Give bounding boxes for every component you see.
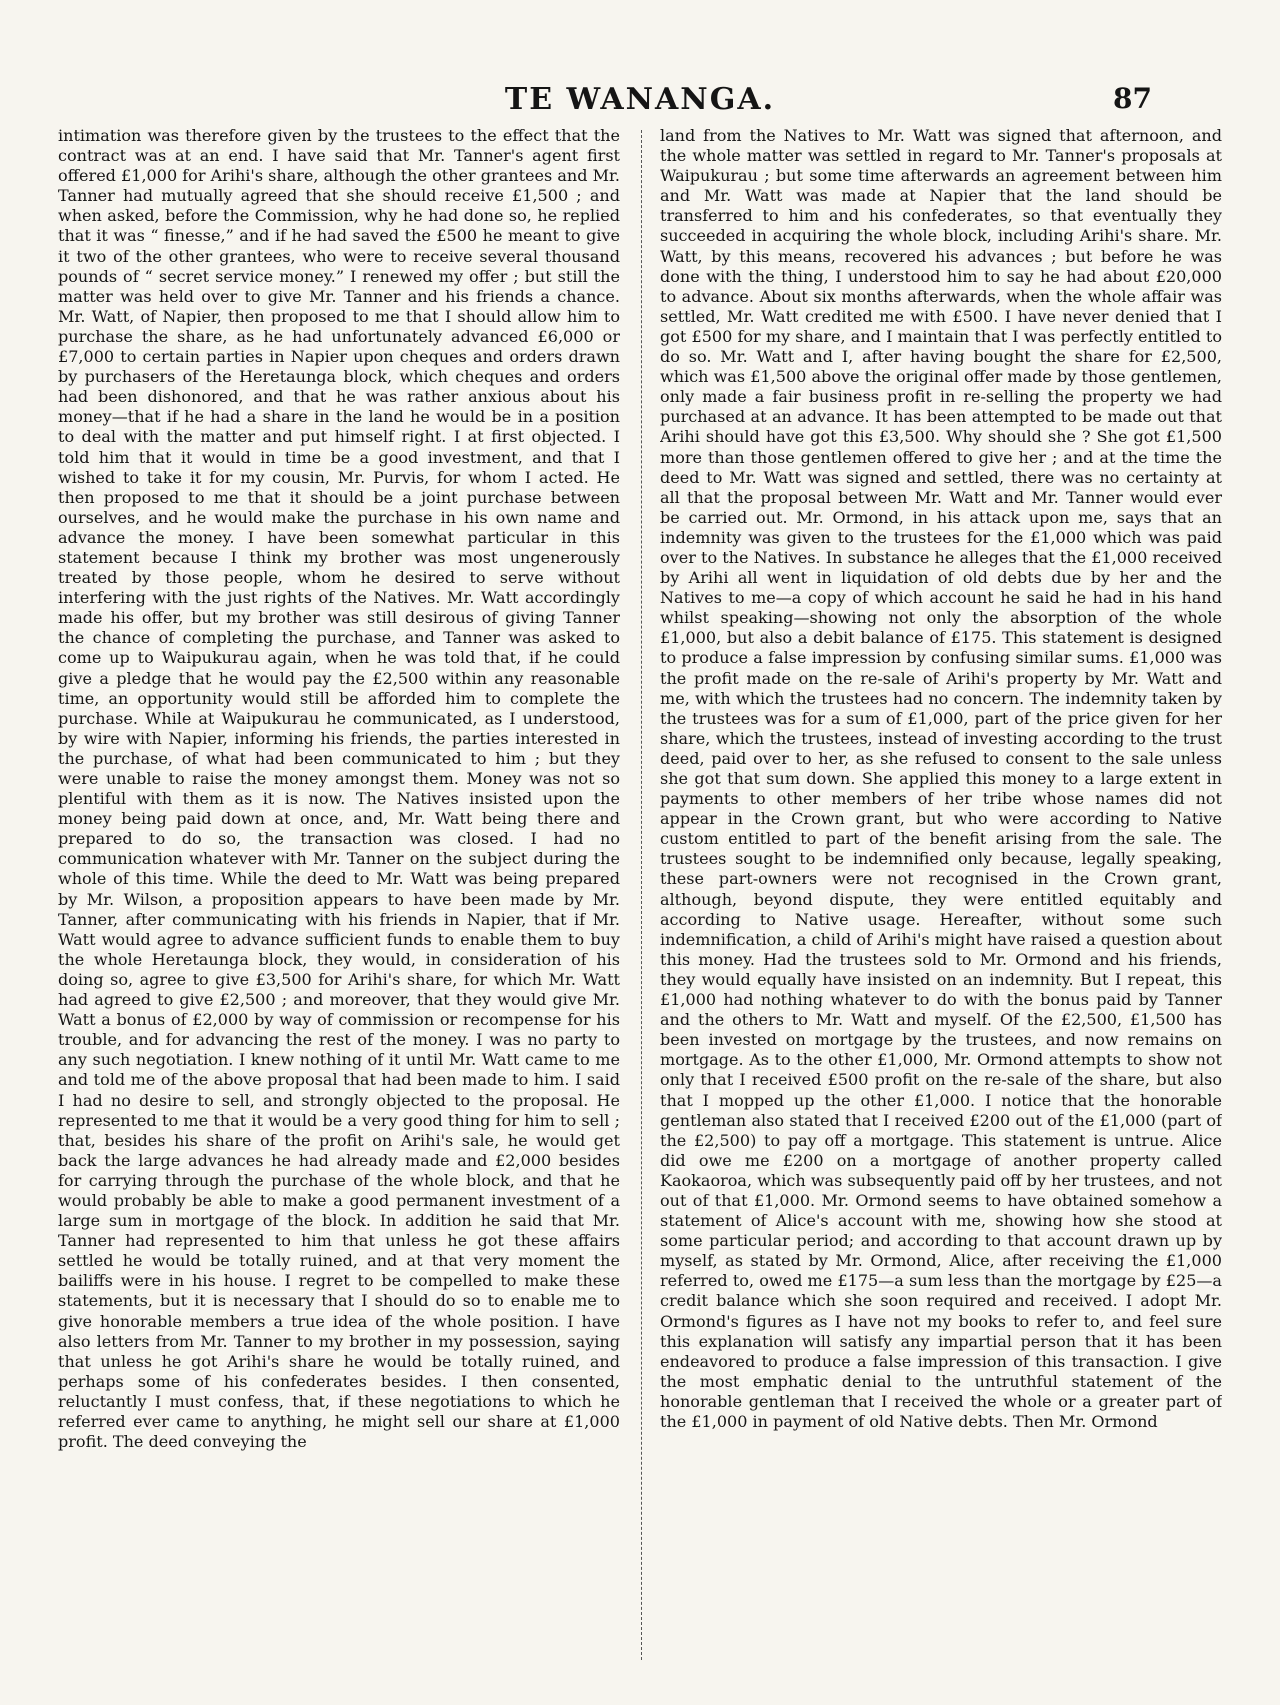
left-column [58,126,620,1682]
page-number: 87 [1113,82,1152,115]
right-column-text: land from the Natives to Mr. Watt was signed that afternoon, and the whole matter was settled in regard to Mr. Tanner's proposals at Waipukurau ; but some time afterwards an agreement between him and Mr. Watt was made at Napier that the land should be transferred to him and his confederates, so that eventually they succeeded in acquiring the whole block, including Arihi's share. Mr. Watt, by this means, recovered his advances ; but before he was done with the thing, I understood him to say he had about £20,000 to advance. About six months afterwards, when the whole affair was settled, Mr. Watt credited me with £500. I have never denied that I got £500 for my share, and I maintain that I was perfectly entitled to do so. Mr. Watt and I, after having bought the share for £2,500, which was £1,500 above the original offer made by those gentlemen, only made a fair business profit in re-selling the property we had purchased at an advance. It has been attempted to be made out that Arihi should have got this £3,500. Why should she ? She got £1,500 more than those gentlemen offered to give her ; and at the time the deed to Mr. Watt was signed and settled, there was no certainty at all that the proposal between Mr. Watt and Mr. Tanner would ever be carried out. Mr. Ormond, in his attack upon me, says that an indemnity was given to the trustees for the £1,000 which was paid over to the Natives. In substance he alleges that the £1,000 received by Arihi all went in liquidation of old debts due by her and the Natives to me—a copy of which account he said he had in his hand whilst speaking—showing not only the absorption of the whole £1,000, but also a debit balance of £175. This statement is designed to produce a false impression by confusing similar sums. £1,000 was the profit made on the re-sale of Arihi's property by Mr. Watt and me, with which the trustees had no concern. The indemnity taken by the trustees was for a sum of £1,000, part of the price given for her share, which the trustees, instead of investing according to the trust deed, paid over to her, as she refused to consent to the sale unless she got that sum down. She applied this money to a large extent in payments to other members of her tribe whose names did not appear in the Crown grant, but who were according to Native custom entitled to part of the benefit arising from the sale. The trustees sought to be indemnified only because, legally speaking, these part-owners were not recognised in the Crown grant, although, beyond dispute, they were entitled equitably and according to Native usage. Hereafter, without some such indemnification, a child of Arihi's might have raised a question about this money. Had the trustees sold to Mr. Ormond and his friends, they would equally have insisted on an indemnity. But I repeat, this £1,000 had nothing whatever to do with the bonus paid by Tanner and the others to Mr. Watt and myself. Of the £2,500, £1,500 has been invested on mortgage by the trustees, and now remains on mortgage. As to the other £1,000, Mr. Ormond attempts to show not only that I received £500 profit on the re-sale of the share, but also that I mopped up the other £1,000. I notice that the honorable gentleman also stated that I received £200 out of the £1,000 (part of the £2,500) to pay off a mortgage. This statement is untrue. Alice did owe me £200 on a mortgage of another property called Kaokaoroa, which was subsequently paid off by her trustees, and not out of that £1,000. Mr. Ormond seems to have obtained somehow a statement of Alice's account with me, showing how she stood at some particular period; and according to that account drawn up by myself, as stated by Mr. Ormond, Alice, after receiving the £1,000 referred to, owed me £175—a sum less than the mortgage by £25—a credit balance which she soon required and received. I adopt Mr. Ormond's figures as I have not my books to refer to, and feel sure this explanation will satisfy any impartial person that it has been endeavored to produce a false impression of this transaction. I give the most emphatic denial to the untruthful statement of the honorable gentleman that I received the whole or a greater part of the £1,000 in payment of old Native debts. Then Mr. Ormond [660,126,1222,1431]
left-column-text: intimation was therefore given by the trustees to the effect that the contract was at an end. I have said that Mr. Tanner's agent first offered £1,000 for Arihi's share, although the other grantees and Mr. Tanner had mutually agreed that she should receive £1,500 ; and when asked, before the Commission, why he had done so, he replied that it was “ finesse,” and if he had saved the £500 he meant to give it two of the other grantees, who were to receive several thousand pounds of “ secret service money.” I renewed my offer ; but still the matter was held over to give Mr. Tanner and his friends a chance. Mr. Watt, of Napier, then proposed to me that I should allow him to purchase the share, as he had unfortunately advanced £6,000 or £7,000 to certain parties in Napier upon cheques and orders drawn by purchasers of the Heretaunga block, which cheques and orders had been dishonored, and that he was rather anxious about his money—that if he had a share in the land he would be in a position to deal with the matter and put himself right. I at first objected. I told him that it would in time be a good investment, and that I wished to take it for my cousin, Mr. Purvis, for whom I acted. He then proposed to me that it should be a joint purchase between ourselves, and he would make the purchase in his own name and advance the money. I have been somewhat particular in this statement because I think my brother was most ungenerously treated by those people, whom he desired to serve without interfering with the just rights of the Natives. Mr. Watt accordingly made his offer, but my brother was still desirous of giving Tanner the chance of completing the purchase, and Tanner was asked to come up to Waipukurau again, when he was told that, if he could give a pledge that he would pay the £2,500 within any reasonable time, an opportunity would still be afforded him to complete the purchase. While at Waipukurau he communicated, as I understood, by wire with Napier, informing his friends, the parties interested in the purchase, of what had been communicated to him ; but they were unable to raise the money amongst them. Money was not so plentiful with them as it is now. The Natives insisted upon the money being paid down at once, and, Mr. Watt being there and prepared to do so, the transaction was closed. I had no communication whatever with Mr. Tanner on the subject during the whole of this time. While the deed to Mr. Watt was being prepared by Mr. Wilson, a proposition appears to have been made by Mr. Tanner, after communicating with his friends in Napier, that if Mr. Watt would agree to advance sufficient funds to enable them to buy the whole Heretaunga block, they would, in consideration of his doing so, agree to give £3,500 for Arihi's share, for which Mr. Watt had agreed to give £2,500 ; and moreover, that they would give Mr. Watt a bonus of £2,000 by way of commission or recompense for his trouble, and for advancing the rest of the money. I was no party to any such negotiation. I knew nothing of it until Mr. Watt came to me and told me of the above proposal that had been made to him. I said I had no desire to sell, and strongly objected to the proposal. He represented to me that it would be a very good thing for him to sell ; that, besides his share of the profit on Arihi's sale, he would get back the large advances he had already made and £2,000 besides for carrying through the purchase of the whole block, and that he would probably be able to make a good permanent investment of a large sum in mortgage of the block. In addition he said that Mr. Tanner had represented to him that unless he got these affairs settled he would be totally ruined, and at that very moment the bailiffs were in his house. I regret to be compelled to make these statements, but it is necessary that I should do so to enable me to give honorable members a true idea of the whole position. I have also letters from Mr. Tanner to my brother in my possession, saying that unless he got Arihi's share he would be totally ruined, and perhaps some of his confederates besides. I then consented, reluctantly I must confess, that, if these negotiations to which he referred ever came to anything, he might sell our share at £1,000 profit. The deed conveying the [58,126,620,1452]
column-divider [641,130,642,1660]
page-header [0,82,1280,122]
right-column [660,126,1222,1682]
masthead-title: TE WANANGA. [504,82,776,117]
